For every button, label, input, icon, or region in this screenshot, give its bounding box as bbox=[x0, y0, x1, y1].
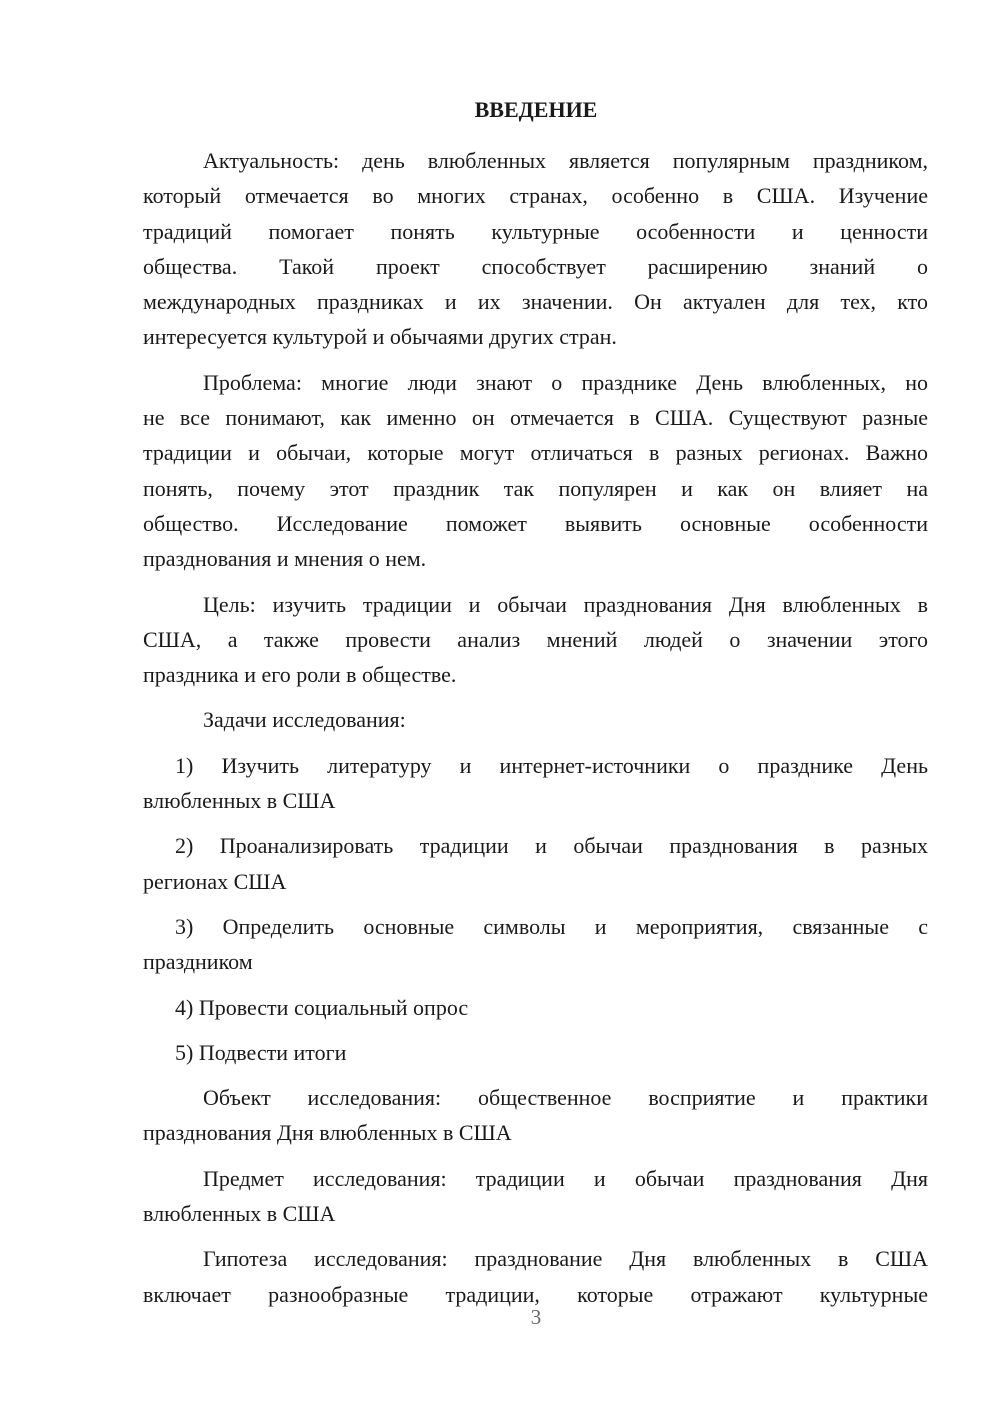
list-item bbox=[143, 1035, 928, 1070]
text-line: празднования и мнения о нем. bbox=[143, 546, 427, 572]
list-item bbox=[143, 990, 928, 1025]
text-line: включает разнообразные традиции, которые отражают культурные bbox=[143, 1281, 928, 1307]
text-line: Объект исследования: общественное восприятие и практики bbox=[203, 1085, 928, 1111]
text-line: общества. Такой проект способствует расширению знаний о bbox=[143, 253, 928, 279]
text-line: понять, почему этот праздник так популярен и как он влияет на bbox=[143, 475, 928, 501]
text-line: Гипотеза исследования: празднование Дня влюбленных в США bbox=[203, 1246, 928, 1272]
text-line: международных праздниках и их значении. Он актуален для тех, кто bbox=[143, 289, 928, 315]
text-line: 5) Подвести итоги bbox=[175, 1039, 347, 1065]
text-line: влюбленных в США bbox=[143, 1201, 336, 1227]
text-line: не все понимают, как именно он отмечается в США. Существуют разные bbox=[143, 405, 928, 431]
text-line: Цель: изучить традиции и обычаи празднования Дня влюбленных в bbox=[203, 591, 928, 617]
paragraph bbox=[143, 1241, 928, 1312]
text-line: 1) Изучить литературу и интернет-источники о празднике День bbox=[175, 752, 928, 778]
text-line: Проблема: многие люди знают о празднике День влюбленных, но bbox=[203, 369, 928, 395]
text-line: 2) Проанализировать традиции и обычаи празднования в разных bbox=[175, 833, 928, 859]
list-item bbox=[143, 909, 928, 980]
text-line: который отмечается во многих странах, особенно в США. Изучение bbox=[143, 183, 928, 209]
text-line: праздником bbox=[143, 949, 253, 975]
text-line: традиции и обычаи, которые могут отличаться в разных регионах. Важно bbox=[143, 440, 928, 466]
text-line: празднования Дня влюбленных в США bbox=[143, 1120, 512, 1146]
paragraph bbox=[143, 587, 928, 693]
text-line: Актуальность: день влюбленных является популярным праздником, bbox=[203, 148, 928, 173]
paragraph bbox=[143, 702, 928, 737]
text-line: США, а также провести анализ мнений людей о значении этого bbox=[143, 626, 928, 652]
text-line: регионах США bbox=[143, 868, 287, 894]
document-body bbox=[143, 143, 928, 1322]
text-line: традиций помогает понять культурные особенности и ценности bbox=[143, 218, 928, 244]
text-line: 3) Определить основные символы и мероприятия, связанные с bbox=[175, 913, 928, 939]
paragraph bbox=[143, 143, 928, 355]
section-title: ВВЕДЕНИЕ bbox=[474, 97, 598, 122]
list-item bbox=[143, 828, 928, 899]
text-line: Задачи исследования: bbox=[203, 707, 406, 733]
text-line: Предмет исследования: традиции и обычаи празднования Дня bbox=[203, 1165, 928, 1191]
list-item bbox=[143, 748, 928, 819]
text-line: интересуется культурой и обычаями других стран. bbox=[143, 324, 617, 350]
page-number: 3 bbox=[530, 1305, 542, 1329]
text-line: 4) Провести социальный опрос bbox=[175, 994, 469, 1020]
paragraph bbox=[143, 1080, 928, 1151]
paragraph bbox=[143, 1161, 928, 1232]
text-line: влюбленных в США bbox=[143, 788, 336, 814]
text-line: праздника и его роли в обществе. bbox=[143, 662, 457, 688]
paragraph bbox=[143, 365, 928, 577]
text-line: общество. Исследование поможет выявить основные особенности bbox=[143, 510, 928, 536]
